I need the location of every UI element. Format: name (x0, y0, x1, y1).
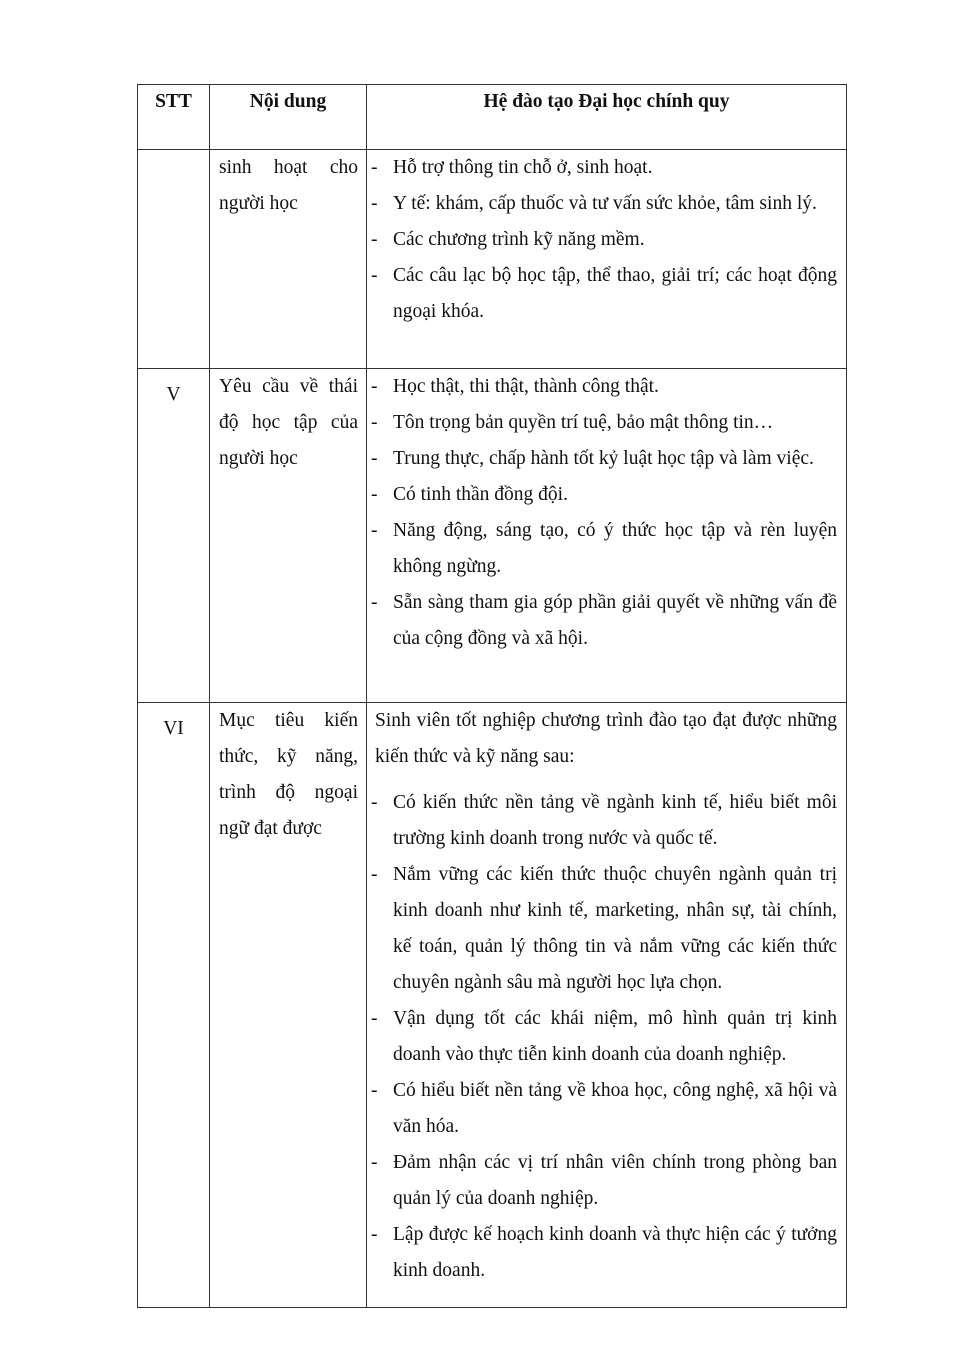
table-row (138, 369, 847, 703)
list-item: - Các chương trình kỹ năng mềm. (371, 222, 837, 258)
list-item: - Vận dụng tốt các khái niệm, mô hình quản trị kinh doanh vào thực tiễn kinh doanh của doanh nghiệp. (371, 1001, 837, 1073)
list-item: - Trung thực, chấp hành tốt kỷ luật học tập và làm việc. (371, 441, 837, 477)
row-stt: VI (138, 703, 210, 1308)
content-line: Mục tiêu kiến (219, 710, 358, 731)
list-item: - Có hiểu biết nền tảng về khoa học, công nghệ, xã hội và văn hóa. (371, 1073, 837, 1145)
row-content (210, 369, 367, 703)
list-item: - Học thật, thi thật, thành công thật. (371, 369, 837, 405)
header-program: Hệ đào tạo Đại học chính quy (367, 85, 847, 150)
list-item: - Nắm vững các kiến thức thuộc chuyên ngành quản trị kinh doanh như kinh tế, marketing, nhân sự, tài chính, kế toán, quản lý thông tin và nắm vững các kiến thức chuyên ngành sâu mà người học lựa chọn. (371, 857, 837, 1001)
content-line: người học (219, 193, 298, 214)
list-item: - Tôn trọng bản quyền trí tuệ, bảo mật thông tin… (371, 405, 837, 441)
program-table (137, 84, 847, 1308)
list-item: - Hỗ trợ thông tin chỗ ở, sinh hoạt. (371, 150, 837, 186)
list-item: - Năng động, sáng tạo, có ý thức học tập và rèn luyện không ngừng. (371, 513, 837, 585)
header-content: Nội dung (210, 85, 367, 150)
table-row (138, 703, 847, 1308)
list-item: - Lập được kế hoạch kinh doanh và thực hiện các ý tưởng kinh doanh. (371, 1217, 837, 1289)
table-row (138, 150, 847, 369)
header-stt: STT (138, 85, 210, 150)
row-stt (138, 150, 210, 369)
list-item: - Có kiến thức nền tảng về ngành kinh tế, hiểu biết môi trường kinh doanh trong nước và quốc tế. (371, 785, 837, 857)
list-item: - Có tinh thần đồng đội. (371, 477, 837, 513)
content-line: sinh hoạt cho (219, 157, 358, 178)
content-line: trình độ ngoại (219, 782, 358, 803)
content-line: ngữ đạt được (219, 818, 322, 839)
content-line: Yêu cầu về thái (219, 376, 358, 397)
row-detail (367, 369, 847, 703)
row-detail (367, 150, 847, 369)
row-content (210, 703, 367, 1308)
list-item: - Đảm nhận các vị trí nhân viên chính trong phòng ban quản lý của doanh nghiệp. (371, 1145, 837, 1217)
intro-paragraph: Sinh viên tốt nghiệp chương trình đào tạo đạt được những kiến thức và kỹ năng sau: (375, 710, 837, 767)
row-content (210, 150, 367, 369)
content-line: thức, kỹ năng, (219, 746, 358, 767)
content-line: độ học tập của (219, 412, 358, 433)
row-stt: V (138, 369, 210, 703)
row-detail (367, 703, 847, 1308)
table-header-row (138, 85, 847, 150)
list-item: - Các câu lạc bộ học tập, thể thao, giải trí; các hoạt động ngoại khóa. (371, 258, 837, 330)
content-line: người học (219, 448, 298, 469)
list-item: - Y tế: khám, cấp thuốc và tư vấn sức khỏe, tâm sinh lý. (371, 186, 837, 222)
list-item: - Sẵn sàng tham gia góp phần giải quyết về những vấn đề của cộng đồng và xã hội. (371, 585, 837, 657)
